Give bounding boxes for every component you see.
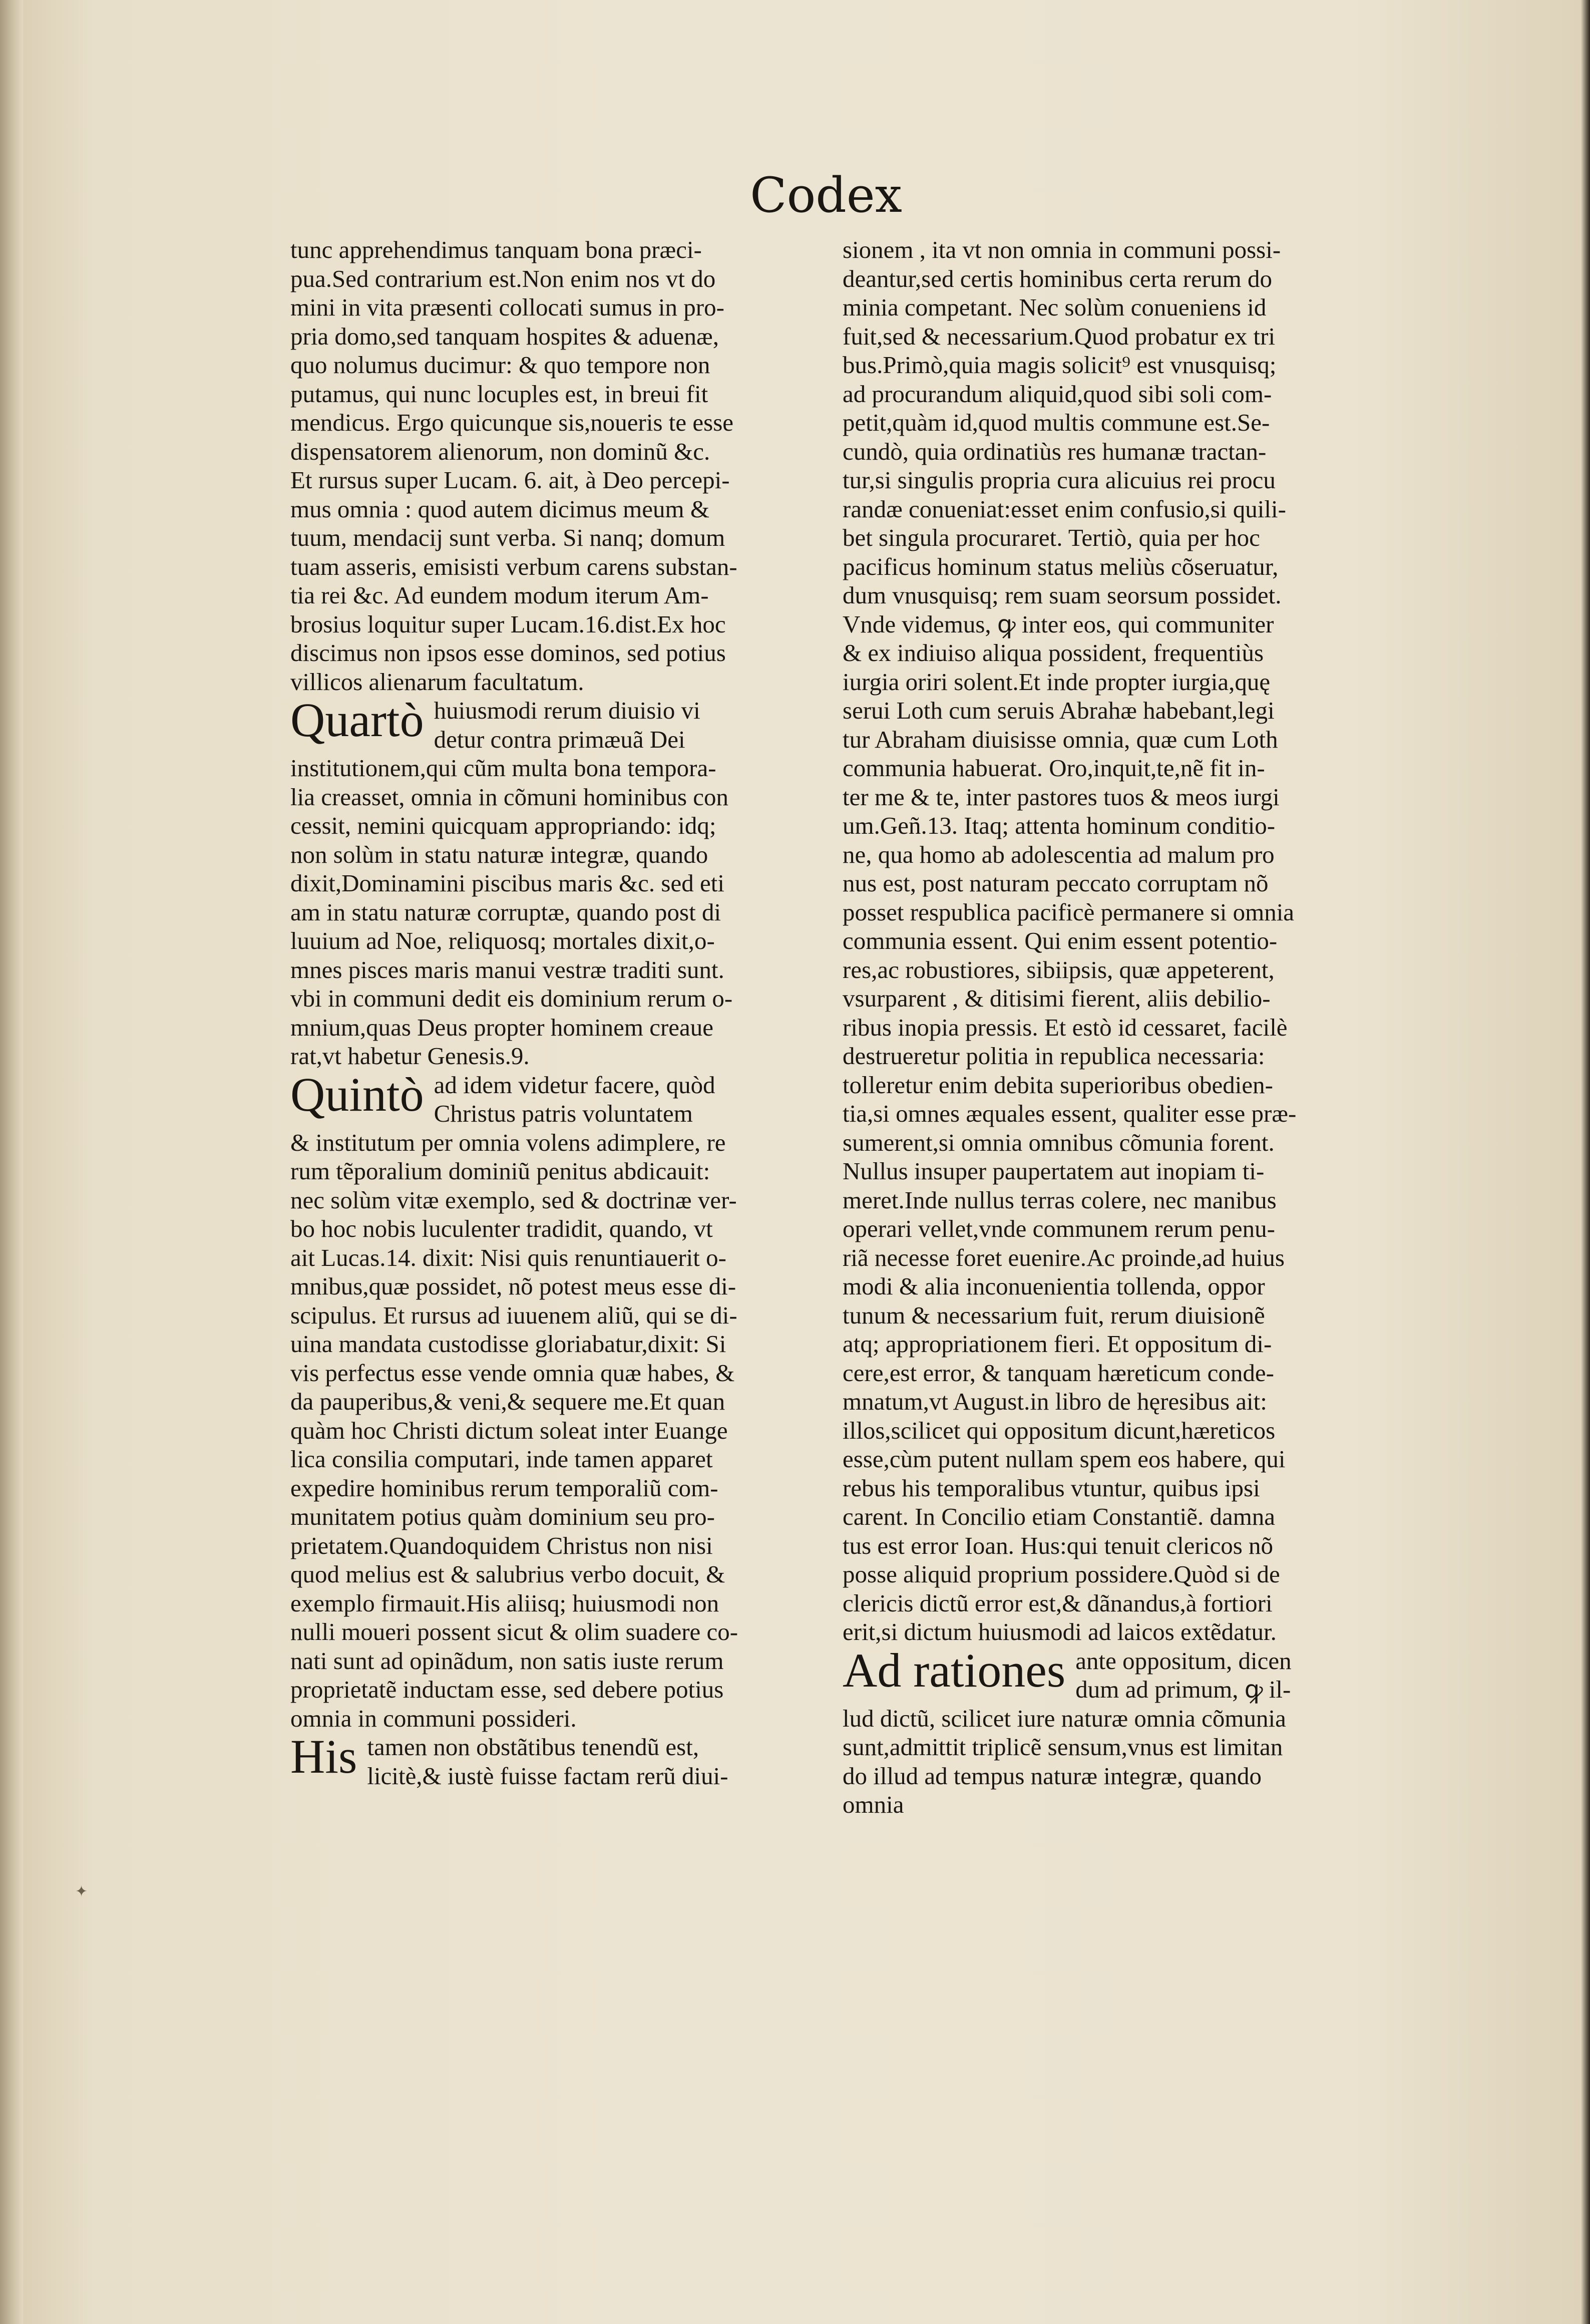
text-line: destrueretur politia in republica necessaria:	[843, 1042, 1265, 1070]
text-line: illos,scilicet qui oppositum dicunt,hæreticos	[843, 1416, 1276, 1444]
quinto-paragraph-start	[290, 1067, 831, 1128]
text-line: tur,si singulis propria cura alicuius rei procu	[843, 466, 1276, 494]
text-line: posset respublica pacificè permanere si omnia	[843, 898, 1295, 926]
text-line: esse,cùm putent nullam spem eos habere, qui	[843, 1445, 1286, 1473]
text-line: Christus patris voluntatem	[434, 1100, 693, 1127]
text-line: dum ad primum, ꝙ il-	[1075, 1676, 1291, 1703]
running-head: Codex	[750, 167, 902, 223]
text-line: pua.Sed contrarium est.Non enim nos vt do	[290, 264, 716, 292]
text-line: institutionem,qui cũm multa bona tempora-	[290, 754, 716, 782]
text-line: proprietatẽ inductam esse, sed debere potius	[290, 1676, 724, 1703]
text-line: expedire hominibus rerum temporaliũ com-	[290, 1474, 718, 1502]
text-line: rebus his temporalibus vtuntur, quibus ipsi	[843, 1474, 1260, 1502]
text-line: tus est error Ioan. Hus:qui tenuit clericos nõ	[843, 1531, 1274, 1559]
text-line: mini in vita præsenti collocati sumus in pro-	[290, 293, 724, 321]
text-line: omnia	[843, 1791, 904, 1818]
text-line: cere,est error, & tanquam hæreticum conde-	[843, 1359, 1274, 1387]
text-line: tia rei &c. Ad eundem modum iterum Am-	[290, 581, 709, 609]
text-line: operari vellet,vnde communem rerum penu-	[843, 1215, 1275, 1242]
text-line: sionem , ita vt non omnia in communi possi-	[843, 236, 1281, 263]
right-column	[843, 235, 1388, 1819]
marginal-mark: ✦	[75, 1883, 88, 1900]
text-line: nati sunt ad opinãdum, non satis iuste rerum	[290, 1646, 724, 1675]
text-line: luuium ad Noe, reliquosq; mortales dixit,o-	[290, 927, 715, 954]
text-line: tunc apprehendimus tanquam bona præci-	[290, 236, 702, 263]
text-line: & ex indiuiso aliqua possident, frequentiùs	[843, 639, 1264, 667]
text-line: rat,vt habetur Genesis.9.	[290, 1042, 530, 1070]
text-line: discimus non ipsos esse dominos, sed potius	[290, 639, 726, 667]
text-line: tamen non obstãtibus tenendũ est,	[367, 1733, 699, 1761]
text-line: licitè,& iustè fuisse factam rerũ diui-	[367, 1762, 728, 1790]
his-initial-word: His	[290, 1730, 357, 1783]
text-line: lud dictũ, scilicet iure naturæ omnia cõmunia	[843, 1704, 1286, 1732]
text-line: um.Geñ.13. Itaq; attenta hominum conditio-	[843, 812, 1276, 839]
text-line: & institutum per omnia volens adimplere, re	[290, 1128, 726, 1156]
text-line: randæ conueniat:esset enim confusio,si quili-	[843, 495, 1286, 523]
text-line: petit,quàm id,quod multis commune est.Se-	[843, 409, 1270, 436]
text-line: ad idem videtur facere, quòd	[434, 1071, 715, 1099]
text-line: bus.Primò,quia magis solicit⁹ est vnusquisq;	[843, 351, 1277, 379]
text-line: ait Lucas.14. dixit: Nisi quis renuntiauerit o-	[290, 1243, 726, 1271]
text-line: ter me & te, inter pastores tuos & meos iurgi	[843, 783, 1280, 811]
text-line: putamus, qui nunc locuples est, in breui fit	[290, 380, 708, 408]
text-line: mendicus. Ergo quicunque sis,noueris te esse	[290, 409, 734, 436]
text-line: atq; appropriationem fieri. Et oppositum di-	[843, 1330, 1272, 1358]
text-line: dixit,Dominamini piscibus maris &c. sed eti	[290, 869, 724, 897]
text-line: erit,si dictum huiusmodi ad laicos extẽdatur.	[843, 1618, 1277, 1645]
left-lines-b	[290, 754, 831, 1071]
text-line: dispensatorem alienorum, non dominũ &c.	[290, 437, 710, 465]
quarto-initial-word: Quartò	[290, 693, 424, 747]
text-line: modi & alia inconuenientia tollenda, oppor	[843, 1272, 1265, 1300]
quarto-paragraph-start	[290, 693, 831, 754]
text-line: riã necesse foret euenire.Ac proinde,ad huius	[843, 1243, 1285, 1271]
text-line: villicos alienarum facultatum.	[290, 668, 584, 696]
text-line: tunum & necessarium fuit, rerum diuisionẽ	[843, 1301, 1265, 1329]
right-lines-b	[843, 1704, 1388, 1819]
text-line: nec solùm vitæ exemplo, sed & doctrinæ ver-	[290, 1186, 737, 1214]
text-line: ad procurandum aliquid,quod sibi soli com-	[843, 380, 1272, 408]
text-line: carent. In Concilio etiam Constantiẽ. damna	[843, 1503, 1276, 1530]
text-line: ne, qua homo ab adolescentia ad malum pro	[843, 840, 1275, 868]
text-line: sunt,admittit triplicẽ sensum,vnus est limitan	[843, 1733, 1283, 1761]
page-edge	[1581, 0, 1590, 2324]
text-line: tia,si omnes æquales essent, qualiter esse præ-	[843, 1100, 1297, 1127]
text-line: da pauperibus,& veni,& sequere me.Et quan	[290, 1388, 725, 1415]
quinto-side-lines	[434, 1071, 715, 1128]
text-line: clericis dictũ error est,& dãnandus,à fortiori	[843, 1589, 1273, 1617]
text-line: quod melius est & salubrius verbo docuit, &	[290, 1560, 725, 1588]
text-line: vis perfectus esse vende omnia quæ habes, &	[290, 1359, 735, 1387]
text-line: meret.Inde nullus terras colere, nec manibus	[843, 1186, 1277, 1214]
text-line: nus est, post naturam peccato corruptam nõ	[843, 869, 1269, 897]
text-line: do illud ad tempus naturæ integræ, quando	[843, 1762, 1262, 1790]
text-line: quàm hoc Christi dictum soleat inter Euange	[290, 1416, 728, 1444]
left-column	[290, 235, 831, 1790]
ad-rationes-side-lines	[1075, 1646, 1291, 1704]
his-side-lines	[367, 1733, 728, 1790]
ad-rationes-initial-words: Ad rationes	[843, 1643, 1066, 1697]
text-line: brosius loquitur super Lucam.16.dist.Ex hoc	[290, 610, 726, 638]
text-line: munitatem potius quàm dominium seu pro-	[290, 1503, 715, 1530]
text-line: communia essent. Qui enim essent potentio-	[843, 927, 1278, 954]
text-line: pria domo,sed tanquam hospites & aduenæ,	[290, 322, 719, 350]
text-line: tuum, mendacij sunt verba. Si nanq; domum	[290, 524, 725, 551]
text-line: vbi in communi dedit eis dominium rerum o-	[290, 984, 733, 1012]
text-line: cundò, quia ordinatiùs res humanæ tractan-	[843, 437, 1267, 465]
text-line: bet singula procuraret. Tertiò, quia per hoc	[843, 524, 1260, 551]
text-line: prietatem.Quandoquidem Christus non nisi	[290, 1531, 713, 1559]
text-line: ante oppositum, dicen	[1075, 1646, 1292, 1675]
text-line: fuit,sed & necessarium.Quod probatur ex tri	[843, 322, 1276, 350]
text-line: mus omnia : quod autem dicimus meum &	[290, 495, 709, 523]
text-line: tuam asseris, emisisti verbum carens substan-	[290, 552, 737, 580]
text-line: res,ac robustiores, sibiipsis, quæ appeterent,	[843, 955, 1275, 983]
text-line: serui Loth cum seruis Abrahæ habebant,legi	[843, 697, 1275, 724]
text-line: bo hoc nobis luculenter tradidit, quando, vt	[290, 1215, 713, 1242]
quinto-initial-word: Quintò	[290, 1067, 424, 1121]
text-line: communia habuerat. Oro,inquit,te,nẽ fit in-	[843, 754, 1265, 782]
text-line: omnia in communi possideri.	[290, 1704, 577, 1732]
text-line: non solùm in statu naturæ integræ, quando	[290, 840, 708, 868]
text-line: tur Abraham diuisisse omnia, quæ cum Loth	[843, 725, 1278, 753]
text-line: mnium,quas Deus propter hominem creaue	[290, 1013, 714, 1041]
left-lines-a	[290, 235, 831, 696]
text-line: mnes pisces maris manui vestræ traditi sunt.	[290, 955, 724, 983]
text-line: iurgia oriri solent.Et inde propter iurgia,quę	[843, 668, 1271, 696]
quarto-side-lines	[434, 696, 700, 754]
text-line: detur contra primæuã Dei	[434, 725, 685, 753]
text-line: deantur,sed certis hominibus certa rerum do	[843, 264, 1272, 292]
text-line: sumerent,si omnia omnibus cõmunia forent.	[843, 1128, 1275, 1156]
text-line: dum vnusquisq; rem suam seorsum possidet.	[843, 581, 1282, 609]
text-line: am in statu naturæ corruptæ, quando post di	[290, 898, 721, 926]
text-line: Et rursus super Lucam. 6. ait, à Deo percepi-	[290, 466, 730, 494]
left-lines-c	[290, 1128, 831, 1733]
text-line: nulli moueri possent sicut & olim suadere co-	[290, 1618, 738, 1645]
text-line: vsurparent , & ditisimi fierent, aliis debilio-	[843, 984, 1271, 1012]
text-line: mnibus,quæ possidet, nõ potest meus esse di-	[290, 1272, 736, 1300]
text-line: lica consilia computari, inde tamen apparet	[290, 1445, 713, 1473]
text-line: huiusmodi rerum diuisio vi	[434, 697, 700, 724]
text-line: exemplo firmauit.His aliisq; huiusmodi non	[290, 1589, 719, 1617]
text-line: uina mandata custodisse gloriabatur,dixit: Si	[290, 1330, 726, 1358]
text-line: posse aliquid proprium possidere.Quòd si de	[843, 1560, 1280, 1588]
his-paragraph-start	[290, 1730, 831, 1790]
binding-shadow	[0, 0, 23, 2324]
text-line: Nullus insuper paupertatem aut inopiam ti-	[843, 1157, 1265, 1185]
text-line: pacificus hominum status meliùs cõseruatur,	[843, 552, 1279, 580]
text-line: scipulus. Et rursus ad iuuenem aliũ, qui se di-	[290, 1301, 737, 1329]
ad-rationes-paragraph-start	[843, 1643, 1388, 1704]
right-lines-a	[843, 235, 1388, 1646]
text-line: tolleretur enim debita superioribus obedien-	[843, 1071, 1273, 1099]
text-line: quo nolumus ducimur: & quo tempore non	[290, 351, 710, 379]
text-line: mnatum,vt August.in libro de hęresibus ait:	[843, 1388, 1267, 1415]
text-line: cessit, nemini quicquam appropriando: idq;	[290, 812, 716, 839]
text-line: Vnde videmus, ꝙ inter eos, qui communiter	[843, 610, 1274, 638]
text-line: ribus inopia pressis. Et estò id cessaret, facilè	[843, 1013, 1288, 1041]
text-line: rum tẽporalium dominiũ penitus abdicauit:	[290, 1157, 710, 1185]
text-line: lia creasset, omnia in cõmuni hominibus con	[290, 783, 729, 811]
text-line: minia competant. Nec solùm conueniens id	[843, 293, 1267, 321]
